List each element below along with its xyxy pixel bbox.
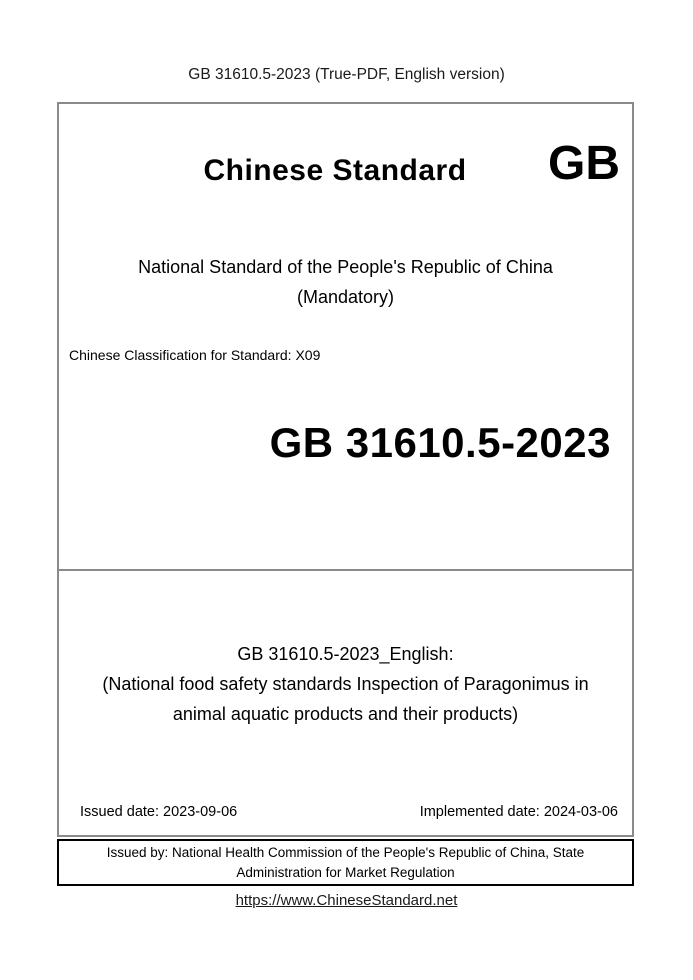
standard-number: GB 31610.5-2023 bbox=[269, 419, 611, 466]
gb-logo: GB bbox=[548, 137, 620, 190]
page-header-text: GB 31610.5-2023 (True-PDF, English version) bbox=[188, 66, 505, 83]
cover-top-section bbox=[59, 104, 632, 571]
english-title-block bbox=[59, 639, 632, 729]
issued-by-line: Administration for Market Regulation bbox=[236, 864, 455, 880]
implemented-date: Implemented date: 2024-03-06 bbox=[419, 804, 618, 820]
issued-by-line: Issued by: National Health Commission of the People's Republic of China, State bbox=[106, 844, 585, 860]
site-url-link[interactable]: https://www.ChineseStandard.net bbox=[235, 892, 458, 909]
english-title-line: animal aquatic products and their products) bbox=[172, 704, 519, 724]
dates-row bbox=[80, 803, 618, 821]
classification-line: Chinese Classification for Standard: X09 bbox=[69, 347, 321, 363]
site-url bbox=[0, 892, 693, 909]
english-title-line: GB 31610.5-2023_English: bbox=[237, 644, 454, 664]
brand-title: Chinese Standard bbox=[203, 154, 467, 187]
issued-date: Issued date: 2023-09-06 bbox=[80, 804, 238, 820]
issued-by-box bbox=[57, 839, 634, 886]
national-standard-line: National Standard of the People's Republic of China bbox=[138, 257, 553, 277]
cover-bottom-section bbox=[59, 571, 632, 835]
national-standard-subtitle bbox=[59, 252, 632, 312]
mandatory-line: (Mandatory) bbox=[296, 287, 395, 307]
cover-main-box bbox=[57, 102, 634, 837]
english-title-line: (National food safety standards Inspection of Paragonimus in bbox=[102, 674, 589, 694]
brand-row bbox=[59, 137, 632, 208]
